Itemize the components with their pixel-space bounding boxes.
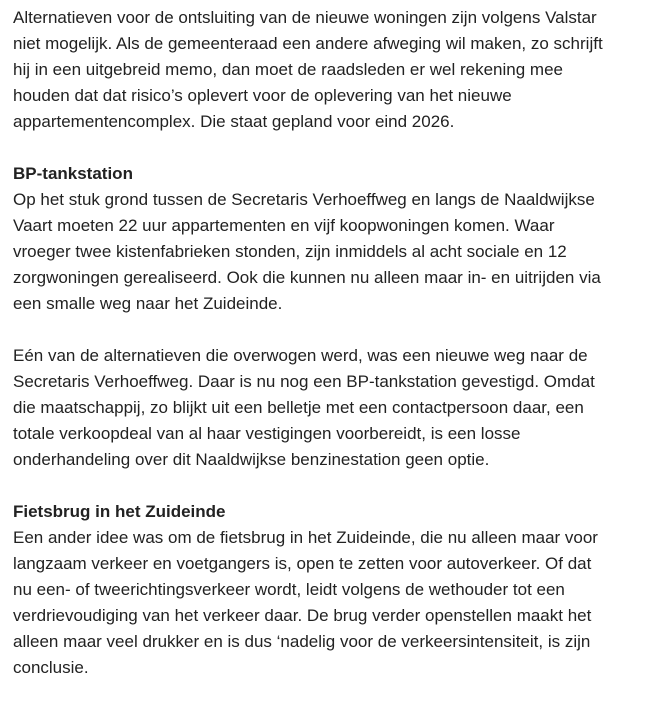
- paragraph-line: zorgwoningen gerealiseerd. Ook die kunnen nu alleen maar in- en uitrijden via: [13, 268, 601, 287]
- section-heading-text: BP-tankstation: [13, 164, 133, 183]
- paragraph-line: langzaam verkeer en voetgangers is, open te zetten voor autoverkeer. Of dat: [13, 554, 592, 573]
- paragraph-line: nu een- of tweerichtingsverkeer wordt, leidt volgens de wethouder tot een: [13, 580, 565, 599]
- paragraph-line: houden dat dat risico’s oplevert voor de oplevering van het nieuwe: [13, 86, 512, 105]
- paragraph-line: appartementencomplex. Die staat gepland voor eind 2026.: [13, 112, 455, 131]
- paragraph-spacer: [13, 317, 653, 343]
- paragraph-line: niet mogelijk. Als de gemeenteraad een andere afweging wil maken, zo schrijft: [13, 34, 603, 53]
- paragraph-spacer: [13, 473, 653, 499]
- paragraph-line: onderhandeling over dit Naaldwijkse benzinestation geen optie.: [13, 450, 490, 469]
- article-body: [13, 5, 653, 681]
- section-heading-text: Fietsbrug in het Zuideinde: [13, 502, 226, 521]
- paragraph-line: een smalle weg naar het Zuideinde.: [13, 294, 283, 313]
- paragraph-line: totale verkoopdeal van al haar vestigingen voorbereidt, is een losse: [13, 424, 521, 443]
- paragraph-spacer: [13, 135, 653, 161]
- paragraph-line: Eén van de alternatieven die overwogen werd, was een nieuwe weg naar de: [13, 346, 588, 365]
- paragraph-line: vroeger twee kistenfabrieken stonden, zijn inmiddels al acht sociale en 12: [13, 242, 567, 261]
- paragraph-stuk-grond: [13, 187, 653, 317]
- section-heading-bp-tankstation: [13, 161, 653, 187]
- section-heading-fietsbrug: [13, 499, 653, 525]
- paragraph-line: Op het stuk grond tussen de Secretaris Verhoeffweg en langs de Naaldwijkse: [13, 190, 595, 209]
- paragraph-fietsbrug: [13, 525, 653, 681]
- paragraph-line: Vaart moeten 22 uur appartementen en vijf koopwoningen komen. Waar: [13, 216, 555, 235]
- paragraph-line: verdrievoudiging van het verkeer daar. De brug verder openstellen maakt het: [13, 606, 592, 625]
- paragraph-line: alleen maar veel drukker en is dus ‘nadelig voor de verkeersintensiteit, is zijn: [13, 632, 591, 651]
- paragraph-line: Alternatieven voor de ontsluiting van de nieuwe woningen zijn volgens Valstar: [13, 8, 597, 27]
- paragraph-alternatieven: [13, 343, 653, 473]
- paragraph-ontsluiting: [13, 5, 653, 135]
- paragraph-line: hij in een uitgebreid memo, dan moet de raadsleden er wel rekening mee: [13, 60, 563, 79]
- paragraph-line: Een ander idee was om de fietsbrug in het Zuideinde, die nu alleen maar voor: [13, 528, 598, 547]
- paragraph-line: die maatschappij, zo blijkt uit een belletje met een contactpersoon daar, een: [13, 398, 584, 417]
- paragraph-line: Secretaris Verhoeffweg. Daar is nu nog een BP-tankstation gevestigd. Omdat: [13, 372, 595, 391]
- paragraph-line: conclusie.: [13, 658, 89, 677]
